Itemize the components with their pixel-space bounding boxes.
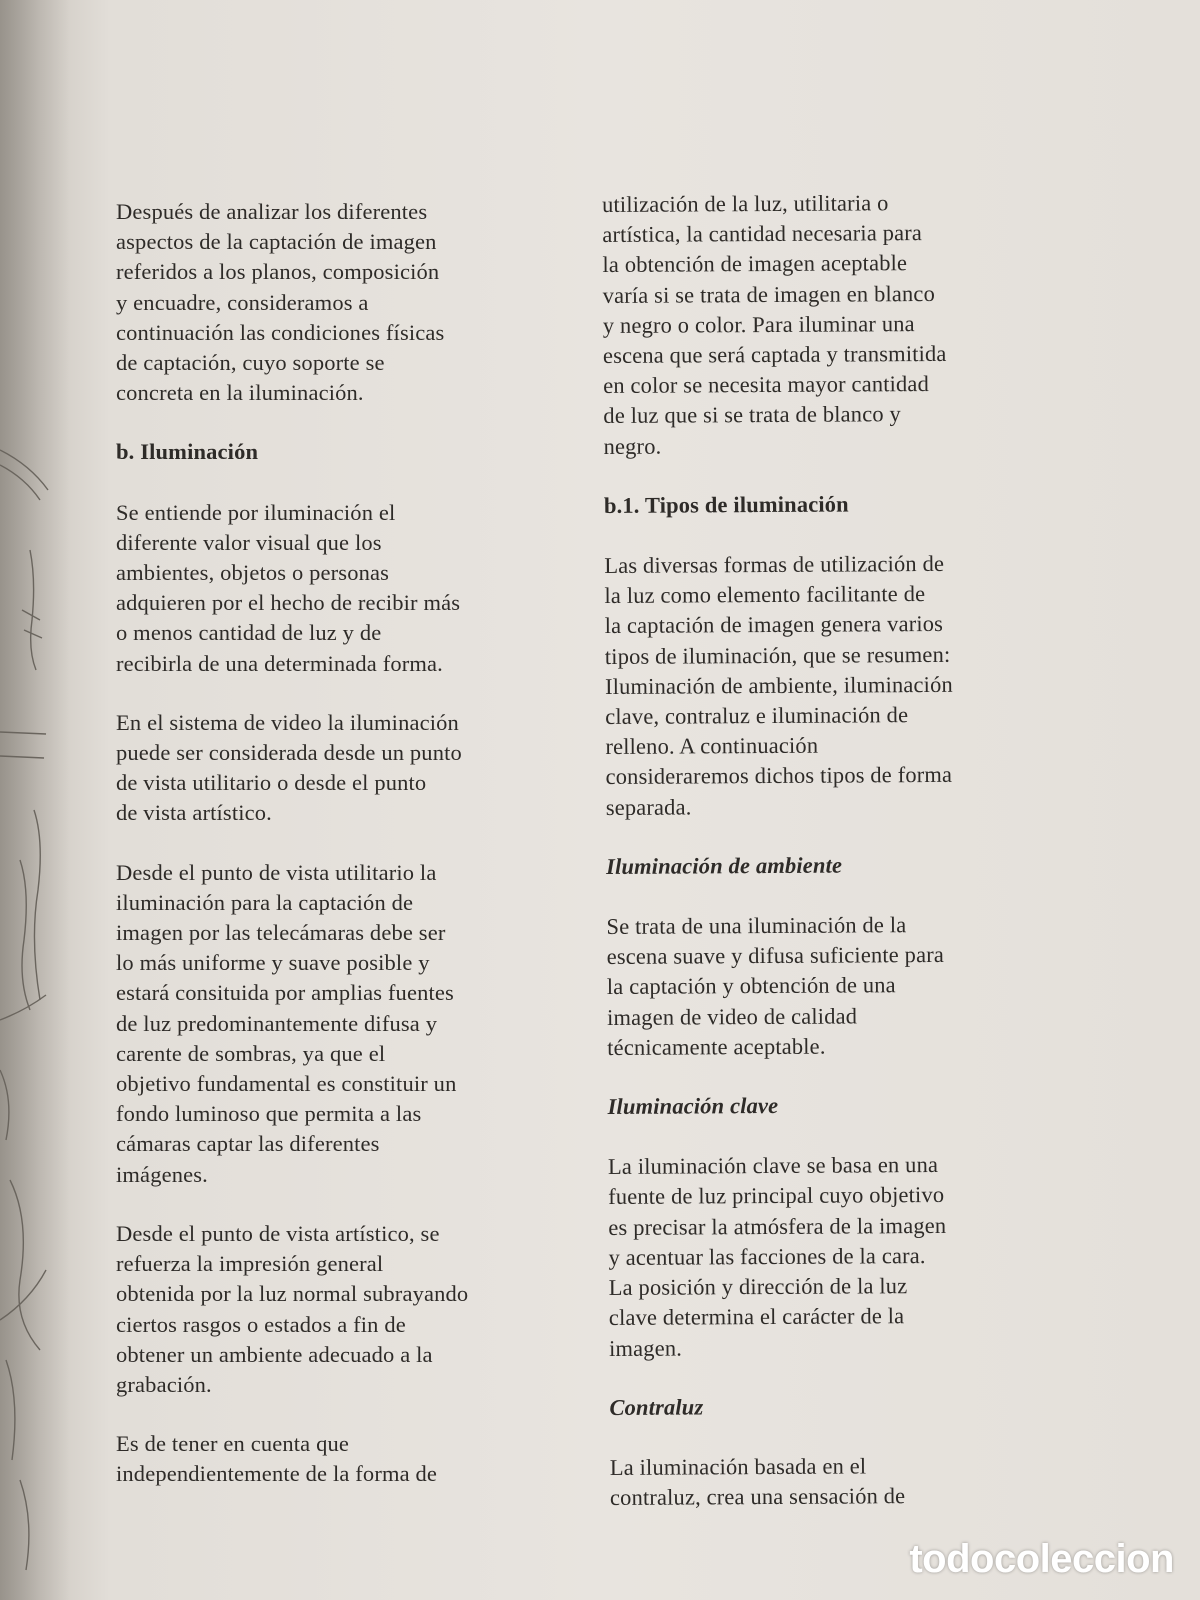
paragraph-note <box>116 1429 556 1489</box>
text-line: de captación, cuyo soporte se <box>116 350 385 376</box>
right-column <box>602 187 1050 1542</box>
text-line: estará consituida por amplias fuentes <box>116 980 454 1006</box>
text-line: La iluminación clave se basa en una <box>607 1152 939 1180</box>
text-line: diferente valor visual que los <box>116 529 382 555</box>
paragraph-types <box>604 548 1046 823</box>
subheading-ambiente: Iluminación de ambiente <box>606 852 843 879</box>
text-line: tipos de iluminación, que se resumen: <box>604 641 951 669</box>
text-line: de luz predominantemente difusa y <box>116 1010 438 1036</box>
text-line: continuación las condiciones físicas <box>116 319 445 345</box>
text-line: obtener un ambiente adecuado a la <box>116 1341 433 1367</box>
text-line: Desde el punto de vista artístico, se <box>116 1220 440 1246</box>
text-line: independientemente de la forma de <box>116 1461 438 1487</box>
text-line: grabación. <box>116 1371 212 1397</box>
text-line: objetivo fundamental es constituir un <box>116 1071 457 1097</box>
subheading-contraluz: Contraluz <box>609 1394 704 1420</box>
text-line: Se entiende por iluminación el <box>116 499 396 525</box>
paragraph-continuation <box>602 187 1044 462</box>
text-line: fondo luminoso que permita a las <box>116 1101 422 1127</box>
paragraph-definition <box>116 498 556 679</box>
text-line: Es de tener en cuenta que <box>116 1431 350 1457</box>
text-line: la obtención de imagen aceptable <box>602 250 908 278</box>
text-line: iluminación para la captación de <box>116 889 414 915</box>
text-line: imagen por las telecámaras debe ser <box>116 920 446 946</box>
text-line: utilización de la luz, utilitaria o <box>602 190 889 217</box>
text-line: cámaras captar las diferentes <box>116 1131 380 1157</box>
text-line: fuente de luz principal cuyo objetivo <box>608 1182 945 1210</box>
text-line: la captación y obtención de una <box>606 972 896 1000</box>
text-line: contraluz, crea una sensación de <box>609 1483 906 1511</box>
text-line: artística, la cantidad necesaria para <box>602 220 923 248</box>
text-line: de vista utilitario o desde el punto <box>116 770 427 796</box>
section-heading-iluminacion: b. Iluminación <box>116 439 259 465</box>
text-line: refuerza la impresión general <box>116 1251 384 1277</box>
text-line: y encuadre, consideramos a <box>116 289 369 315</box>
watermark-logo: todocoleccion <box>909 1537 1174 1581</box>
text-line: varía si se trata de imagen en blanco <box>602 280 936 308</box>
text-line: y negro o color. Para iluminar una <box>602 310 915 338</box>
paragraph-clave <box>608 1150 1049 1364</box>
text-line: de luz que si se trata de blanco y <box>603 401 901 429</box>
text-line: en color se necesita mayor cantidad <box>603 371 930 399</box>
section-heading-tipos: b.1. Tipos de iluminación <box>603 491 849 518</box>
text-line: Después de analizar los diferentes <box>116 199 428 224</box>
text-line: consideraremos dichos tipos de forma <box>605 762 953 790</box>
text-line: separada. <box>605 794 692 820</box>
text-line: escena que será captada y transmitida <box>602 340 947 369</box>
facing-page-illustration-edge <box>0 420 60 1600</box>
text-line: La iluminación basada en el <box>609 1453 867 1480</box>
text-line: lo más uniforme y suave posible y <box>116 950 430 976</box>
left-column <box>116 197 556 1519</box>
paragraph-contraluz <box>610 1450 1050 1513</box>
text-line: Las diversas formas de utilización de <box>604 550 945 579</box>
text-line: la captación de imagen genera varios <box>604 611 944 639</box>
text-line: carente de sombras, ya que el <box>116 1040 386 1066</box>
text-line: ciertos rasgos o estados a fin de <box>116 1311 406 1337</box>
text-line: aspectos de la captación de imagen <box>116 229 437 255</box>
paragraph-ambiente <box>606 909 1047 1063</box>
text-line: y acentuar las facciones de la cara. <box>608 1242 926 1270</box>
text-line: de vista artístico. <box>116 800 272 826</box>
text-line: imagen de video de calidad <box>606 1003 858 1030</box>
text-line: La posición y dirección de la luz <box>608 1273 908 1301</box>
paragraph-video-system <box>116 708 556 829</box>
text-line: clave determina el carácter de la <box>608 1303 905 1331</box>
paragraph-utilitarian <box>116 858 556 1190</box>
text-line: ambientes, objetos o personas <box>116 560 390 586</box>
text-line: o menos cantidad de luz y de <box>116 620 382 646</box>
text-line: concreta en la iluminación. <box>116 380 364 406</box>
text-line: es precisar la atmósfera de la imagen <box>608 1212 947 1240</box>
subheading-clave: Iluminación clave <box>607 1093 779 1120</box>
text-line: obtenida por la luz normal subrayando <box>116 1281 469 1307</box>
text-line: En el sistema de video la iluminación <box>116 709 459 735</box>
text-line: imágenes. <box>116 1161 208 1187</box>
text-line: escena suave y difusa suficiente para <box>606 942 945 970</box>
text-line: Desde el punto de vista utilitario la <box>116 859 437 885</box>
text-line: puede ser considerada desde un punto <box>116 740 462 766</box>
text-line: referidos a los planos, composición <box>116 259 440 285</box>
text-line: imagen. <box>608 1335 683 1361</box>
text-line: Se trata de una iluminación de la <box>606 912 907 940</box>
paragraph-artistic <box>116 1219 556 1400</box>
text-line: técnicamente aceptable. <box>607 1033 826 1060</box>
paragraph-intro <box>116 197 556 408</box>
text-line: la luz como elemento facilitante de <box>604 581 926 609</box>
text-line: negro. <box>603 433 662 459</box>
text-line: adquieren por el hecho de recibir más <box>116 590 461 616</box>
text-line: recibirla de una determinada forma. <box>116 650 443 676</box>
text-line: Iluminación de ambiente, iluminación <box>604 671 953 699</box>
text-line: relleno. A continuación <box>605 732 819 760</box>
text-line: clave, contraluz e iluminación de <box>605 702 909 730</box>
